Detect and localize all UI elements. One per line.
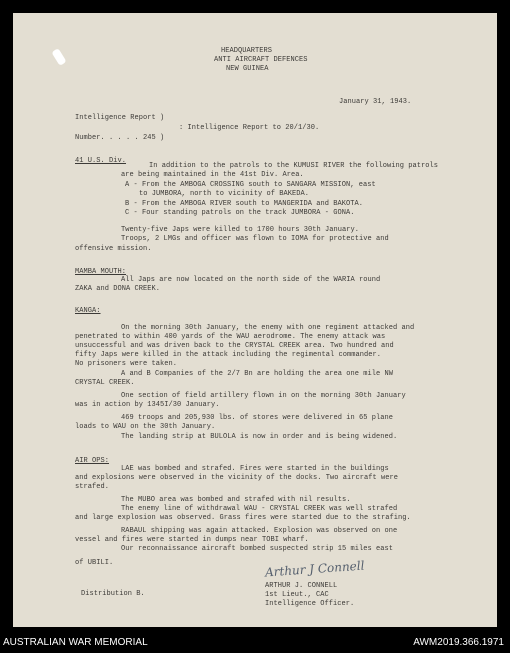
footer-institution: AUSTRALIAN WAR MEMORIAL	[3, 637, 148, 648]
signatory-name: ARTHUR J. CONNELL	[265, 582, 338, 590]
paragraph-line: Our reconnaissance aircraft bombed suspected strip 15 miles east	[121, 545, 394, 553]
signatory-rank: 1st Lieut., CAC	[265, 591, 329, 599]
paragraph-line: of UBILI.	[75, 559, 114, 567]
paragraph-line: CRYSTAL CREEK.	[75, 379, 135, 387]
paragraph-line: One section of field artillery flown in on the morning 30th January	[121, 392, 406, 400]
section-title-kanga: KANGA:	[75, 307, 101, 315]
paragraph-line: LAE was bombed and strafed. Fires were started in the buildings	[121, 465, 389, 473]
punch-hole	[51, 48, 66, 66]
report-date: January 31, 1943.	[339, 98, 412, 106]
footer-accession-number: AWM2019.366.1971	[413, 637, 504, 648]
paragraph-line: On the morning 30th January, the enemy with one regiment attacked and	[121, 324, 415, 332]
paragraph-line: penetrated to within 400 yards of the WAU aerodrome. The enemy attack was	[75, 333, 386, 341]
paragraph-line: A - From the AMBOGA CROSSING south to SANGARA MISSION, east	[125, 181, 376, 189]
handwritten-signature: Arthur J Connell	[264, 558, 365, 580]
paragraph-line: was in action by 1345I/30 January.	[75, 401, 220, 409]
paragraph-line: All Japs are now located on the north side of the WARIA round	[121, 276, 381, 284]
paragraph-line: fifty Japs were killed in the attack including the regimental commander.	[75, 351, 382, 359]
paragraph-line: The MUBO area was bombed and strafed with nil results.	[121, 496, 351, 504]
heading-line-1: HEADQUARTERS	[221, 47, 273, 55]
section-title-mamba-mouth: MAMBA MOUTH:	[75, 268, 127, 276]
paragraph-line: C - Four standing patrols on the track JUMBORA - GONA.	[125, 209, 355, 217]
paragraph-line: and explosions were observed in the vicinity of the docks. Two aircraft were	[75, 474, 399, 482]
paragraph-line: and large explosion was observed. Grass fires were started due to the strafing.	[75, 514, 411, 522]
paragraph-line: In addition to the patrols to the KUMUSI RIVER the following patrols	[149, 162, 439, 170]
document-page	[13, 13, 497, 627]
paragraph-line: The landing strip at BULOLA is now in order and is being widened.	[121, 433, 398, 441]
paragraph-line: B - From the AMBOGA RIVER south to MANGERIDA and BAKOTA.	[125, 200, 364, 208]
report-ref-line-1: Intelligence Report )	[75, 114, 165, 122]
distribution-note: Distribution B.	[81, 590, 145, 598]
paragraph-line: RABAUL shipping was again attacked. Explosion was observed on one	[121, 527, 398, 535]
signatory-role: Intelligence Officer.	[265, 600, 355, 608]
heading-line-3: NEW GUINEA	[226, 65, 269, 73]
paragraph-line: unsuccessful and was driven back to the CRYSTAL CREEK area. Two hundred and	[75, 342, 394, 350]
section-title-air-ops: AIR OPS:	[75, 457, 110, 465]
heading-line-2: ANTI AIRCRAFT DEFENCES	[214, 56, 308, 64]
paragraph-line: offensive mission.	[75, 245, 152, 253]
paragraph-line: 469 troops and 205,930 lbs. of stores were delivered in 65 plane	[121, 414, 394, 422]
paragraph-line: vessel and fires were started in dumps near TOBI wharf.	[75, 536, 309, 544]
paragraph-line: A and B Companies of the 2/7 Bn are holding the area one mile NW	[121, 370, 394, 378]
paragraph-line: strafed.	[75, 483, 110, 491]
paragraph-line: are being maintained in the 41st Div. Area.	[121, 171, 304, 179]
paragraph-line: Twenty-five Japs were killed to 1700 hours 30th January.	[121, 226, 360, 234]
report-ref-line-3: Number. . . . . 245 )	[75, 134, 165, 142]
paragraph-line: loads to WAU on the 30th January.	[75, 423, 216, 431]
paragraph-line: Troops, 2 LMGs and officer was flown to IOMA for protective and	[121, 235, 389, 243]
paragraph-line: The enemy line of withdrawal WAU - CRYSTAL CREEK was well strafed	[121, 505, 398, 513]
paragraph-line: ZAKA and DONA CREEK.	[75, 285, 161, 293]
paragraph-line: No prisoners were taken.	[75, 360, 178, 368]
report-ref-line-2: : Intelligence Report to 20/1/30.	[179, 124, 320, 132]
section-title-41-div: 41 U.S. Div.	[75, 157, 127, 165]
paragraph-line: to JUMBORA, north to vicinity of BAKEDA.	[139, 190, 310, 198]
